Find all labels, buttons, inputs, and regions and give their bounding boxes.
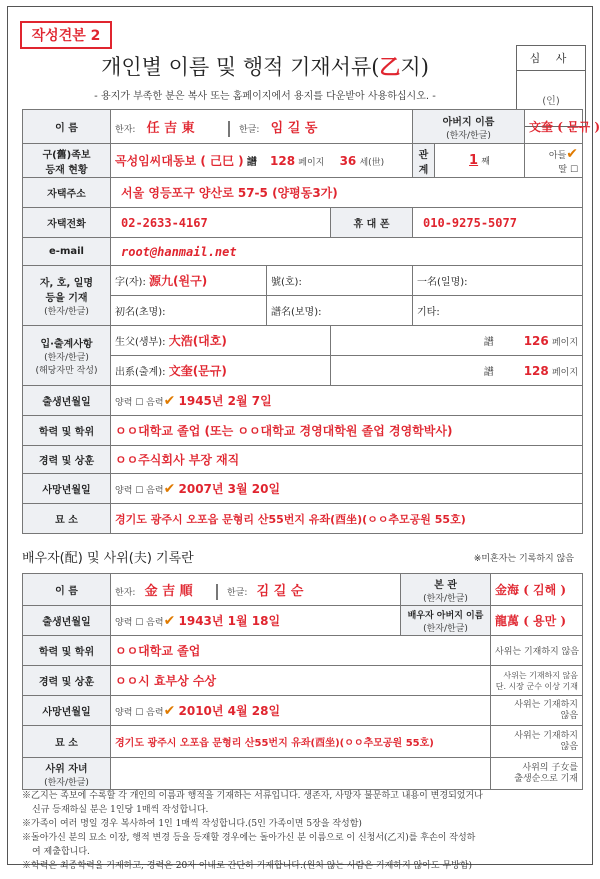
- ja-label: 字(자):: [115, 277, 146, 288]
- names-label2: 등을 기재: [45, 293, 88, 304]
- chulgye-cell[interactable]: [111, 356, 331, 386]
- child-note-2: 출생순으로 기재: [514, 773, 579, 784]
- chulgye-label: 出系(출계):: [115, 367, 166, 378]
- jokbo-value: 곡성임씨대동보 ( 己巳 ): [115, 154, 244, 168]
- spouse-birth-value: 1943년 1월 18일: [178, 614, 281, 628]
- death-note-2: 않음: [560, 710, 579, 721]
- spouse-birth-cell[interactable]: [111, 606, 401, 636]
- sample-badge: 작성견본 2: [20, 21, 112, 49]
- spouse-grave-value[interactable]: 경기도 광주시 오포읍 문형리 산55번지 유좌(酉坐)(ㅇㅇ추모공원 55호): [111, 726, 491, 758]
- name-hanja: 任 吉 東: [146, 120, 195, 136]
- gender-cell[interactable]: [525, 144, 583, 178]
- spouse-name-hanja: 金 吉 順: [144, 583, 193, 599]
- address-label: 자택주소: [23, 178, 111, 208]
- notes-section: [22, 789, 582, 873]
- names-label-cell: [23, 266, 111, 326]
- adopt-label-cell: [23, 326, 111, 386]
- death-label: 사망년월일: [23, 474, 111, 504]
- son-label: 아들: [548, 151, 567, 161]
- chulgye-value: 文奎(문규): [168, 364, 227, 378]
- spouse-death-cell[interactable]: [111, 696, 491, 726]
- ja-cell[interactable]: [111, 266, 267, 296]
- spouse-name-label: 이 름: [23, 574, 111, 606]
- grave-note-2: 않음: [560, 741, 579, 752]
- spouse-grave-note: [491, 726, 583, 758]
- career-value[interactable]: ㅇㅇ주식회사 부장 재직: [111, 446, 583, 474]
- note-line: 여 제출합니다.: [32, 847, 90, 857]
- stamp-seal: (인): [542, 95, 560, 107]
- saengbu-page-cell[interactable]: [331, 326, 583, 356]
- relation-cell[interactable]: [435, 144, 525, 178]
- child-value[interactable]: [111, 758, 491, 790]
- death-cell[interactable]: [111, 474, 583, 504]
- form-subtitle: - 용지가 부족한 분은 복사 또는 홈페이지에서 용지를 다운받아 사용하십시오. -: [94, 91, 436, 102]
- bongwan-sub: (한자/한글): [423, 593, 468, 604]
- child-sub: (한자/한글): [44, 777, 89, 788]
- spouse-birth-label: 출생년월일: [23, 606, 111, 636]
- name-label: 이 름: [23, 110, 111, 144]
- spouse-father-label: 배우자 아버지 이름: [407, 610, 484, 621]
- grave-note-1: 사위는 기재하지: [514, 730, 579, 741]
- jokbo-label: 구(舊)족보: [42, 149, 91, 161]
- bongwan-value[interactable]: 金海 ( 김해 ): [491, 574, 583, 606]
- jokbo-page-unit: 페이지: [298, 158, 325, 168]
- spouse-father-value[interactable]: 龍萬 ( 용만 ): [491, 606, 583, 636]
- edu-value[interactable]: ㅇㅇ대학교 졸업 (또는 ㅇㅇ대학교 경영대학원 졸업 경영학박사): [111, 416, 583, 446]
- son-option[interactable]: [529, 146, 578, 162]
- spouse-edu-label: 학력 및 학위: [23, 636, 111, 666]
- saengbu-label: 生父(생부):: [115, 337, 166, 348]
- jokbo-label2: 등재 현황: [45, 164, 88, 176]
- mobile-label: 휴 대 폰: [331, 208, 413, 238]
- spouse-death-label: 사망년월일: [23, 696, 111, 726]
- title-suffix: 지): [400, 55, 429, 79]
- phone-label: 자택전화: [23, 208, 111, 238]
- ilmyeong-cell[interactable]: [413, 266, 583, 296]
- career-label: 경력 및 상훈: [23, 446, 111, 474]
- bomyeong-cell[interactable]: [267, 296, 413, 326]
- email-label: e-mail: [23, 238, 111, 266]
- son-check-icon: ✔: [566, 146, 579, 162]
- spouse-father-label-cell: [401, 606, 491, 636]
- spouse-death-note: [491, 696, 583, 726]
- chomyeong-label: 初名(초명):: [115, 307, 166, 318]
- child-label-cell: [23, 758, 111, 790]
- spouse-career-note: [491, 666, 583, 696]
- jokbo-mark: 譜: [246, 157, 257, 168]
- birth-value: 1945년 2월 7일: [178, 394, 272, 408]
- title-hanja: 乙: [379, 54, 401, 79]
- saengbu-mark: 譜: [483, 337, 494, 348]
- form-page: [7, 6, 600, 871]
- relation-label: 관계: [413, 144, 435, 178]
- hanja-prefix: 한자:: [115, 124, 136, 135]
- chulgye-page: 128: [523, 364, 549, 378]
- daughter-label: 딸: [558, 165, 568, 175]
- bomyeong-label: 譜名(보명):: [271, 307, 322, 318]
- birth-label: 출생년월일: [23, 386, 111, 416]
- spouse-section-title: 배우자(配) 및 사위(夫) 기록란: [22, 551, 194, 566]
- spouse-death-calendar-option[interactable]: 양력 ☐ 음력: [115, 708, 164, 718]
- spouse-death-value: 2010년 4월 28일: [178, 704, 281, 718]
- adopt-sub2: (해당자만 작성): [35, 366, 98, 376]
- lunar-check-icon: ✔: [163, 393, 176, 409]
- name-hangul: 임 길 동: [270, 120, 318, 136]
- note-line: ※가족이 여러 명일 경우 복사하여 1인 1매씩 작성합니다.(5인 가족이면 5장을 작성함): [22, 819, 362, 829]
- form-title: [8, 51, 522, 81]
- ja-value: 源九(원구): [149, 274, 208, 288]
- address-value[interactable]: 서울 영등포구 양산로 57-5 (양평동3가): [111, 178, 583, 208]
- jokbo-page: 128: [270, 154, 296, 168]
- spouse-father-sub: (한자/한글): [423, 623, 468, 634]
- spouse-career-value[interactable]: ㅇㅇ시 효부상 수상: [111, 666, 491, 696]
- daughter-option[interactable]: 딸 ☐: [558, 165, 579, 175]
- jokbo-cell[interactable]: [111, 144, 413, 178]
- person-table: [22, 109, 600, 534]
- spouse-calendar-option[interactable]: 양력 ☐ 음력: [115, 618, 164, 628]
- names-label-sub: (한자/한글): [44, 307, 89, 317]
- death-calendar-option[interactable]: 양력 ☐ 음력: [115, 486, 164, 496]
- calendar-option[interactable]: 양력 ☐ 음력: [115, 398, 164, 408]
- divider: [216, 584, 218, 600]
- spouse-lunar-check-icon: ✔: [163, 613, 176, 629]
- career-note-1: 사위는 기재하지 않음: [503, 670, 579, 680]
- spouse-hangul-prefix: 한글:: [227, 587, 248, 598]
- death-value: 2007년 3월 20일: [178, 482, 281, 496]
- saengbu-value: 大浩(대호): [168, 334, 227, 348]
- note-line: ※돌아가신 분의 묘소 이장, 행적 변경 등을 등재할 경우에는 돌아가신 분 이름으로 이 신청서(乙지)를 후손이 작성하: [22, 833, 476, 843]
- death-note-1: 사위는 기재하지: [514, 699, 579, 710]
- spouse-name-hangul: 김 길 순: [256, 583, 304, 599]
- father-label: 아버지 이름: [442, 116, 495, 128]
- bongwan-label-cell: [401, 574, 491, 606]
- child-label: 사위 자녀: [45, 763, 88, 775]
- child-note-1: 사위의 子女를: [522, 762, 579, 773]
- death-lunar-check-icon: ✔: [163, 481, 176, 497]
- spouse-section-note: ※미혼자는 기록하지 않음: [473, 554, 574, 564]
- spouse-edu-value[interactable]: ㅇㅇ대학교 졸업: [111, 636, 491, 666]
- chulgye-page-cell[interactable]: [331, 356, 583, 386]
- father-label-sub: (한자/한글): [446, 130, 491, 141]
- ho-label: 號(호):: [271, 277, 302, 288]
- hangul-prefix: 한글:: [239, 124, 260, 135]
- spouse-name-cell[interactable]: [111, 574, 401, 606]
- spouse-edu-note: 사위는 기재하지 않음: [491, 636, 583, 666]
- spouse-career-label: 경력 및 상훈: [23, 666, 111, 696]
- generation-value: 36: [339, 154, 357, 168]
- adopt-sub: (한자/한글): [44, 353, 89, 363]
- grave-value[interactable]: 경기도 광주시 오포읍 문형리 산55번지 유좌(酉坐)(ㅇㅇ추모공원 55호): [111, 504, 583, 534]
- relation-unit: 째: [481, 157, 490, 167]
- father-label-cell: [413, 110, 525, 144]
- note-line: 신규 등재하실 분은 1인당 1매씩 작성합니다.: [32, 805, 209, 815]
- ilmyeong-label: 一名(일명):: [417, 277, 468, 288]
- spouse-table: [22, 573, 583, 790]
- gita-label: 기타:: [417, 307, 440, 318]
- names-label: 자, 호, 일명: [39, 278, 94, 289]
- note-line: ※乙지는 족보에 수록할 각 개인의 이름과 행적을 기재하는 서류입니다. 생존자, 사망자 불문하고 내용이 변경되었거나: [22, 791, 483, 801]
- chomyeong-cell[interactable]: [111, 296, 267, 326]
- saengbu-cell[interactable]: [111, 326, 331, 356]
- name-cell[interactable]: [111, 110, 413, 144]
- birth-cell[interactable]: [111, 386, 583, 416]
- title-prefix: 개인별 이름 및 행적 기재서류(: [101, 55, 380, 79]
- phone-value[interactable]: 02-2633-4167: [111, 208, 331, 238]
- grave-label: 묘 소: [23, 504, 111, 534]
- saengbu-page-unit: 페이지: [551, 338, 579, 348]
- spouse-grave-label: 묘 소: [23, 726, 111, 758]
- chulgye-mark: 譜: [483, 367, 494, 378]
- relation-no: 1: [469, 153, 479, 168]
- spouse-hanja-prefix: 한자:: [115, 587, 136, 598]
- child-note: [491, 758, 583, 790]
- gita-cell[interactable]: [413, 296, 583, 326]
- note-line: ※학력은 최종학력을 기재하고, 경력은 20자 이내로 간단히 기재합니다.(원치 않는 사람은 기재하지 않아도 무방함): [22, 861, 473, 871]
- saengbu-page: 126: [523, 334, 549, 348]
- mobile-value[interactable]: 010-9275-5077: [413, 208, 583, 238]
- chulgye-page-unit: 페이지: [551, 368, 579, 378]
- father-name[interactable]: 文奎 ( 문규 ): [525, 110, 583, 144]
- generation-unit: 세(世): [359, 158, 385, 168]
- edu-label: 학력 및 학위: [23, 416, 111, 446]
- stamp-header: 심 사: [517, 46, 585, 71]
- jokbo-label-cell: [23, 144, 111, 178]
- divider: [228, 121, 230, 137]
- bongwan-label: 본 관: [434, 579, 457, 591]
- spouse-death-lunar-check-icon: ✔: [163, 703, 176, 719]
- ho-cell[interactable]: [267, 266, 413, 296]
- career-note-2: 단. 시장 군수 이상 기재: [495, 681, 579, 691]
- email-value[interactable]: root@hanmail.net: [111, 238, 583, 266]
- adopt-label: 입·출계사항: [40, 339, 93, 350]
